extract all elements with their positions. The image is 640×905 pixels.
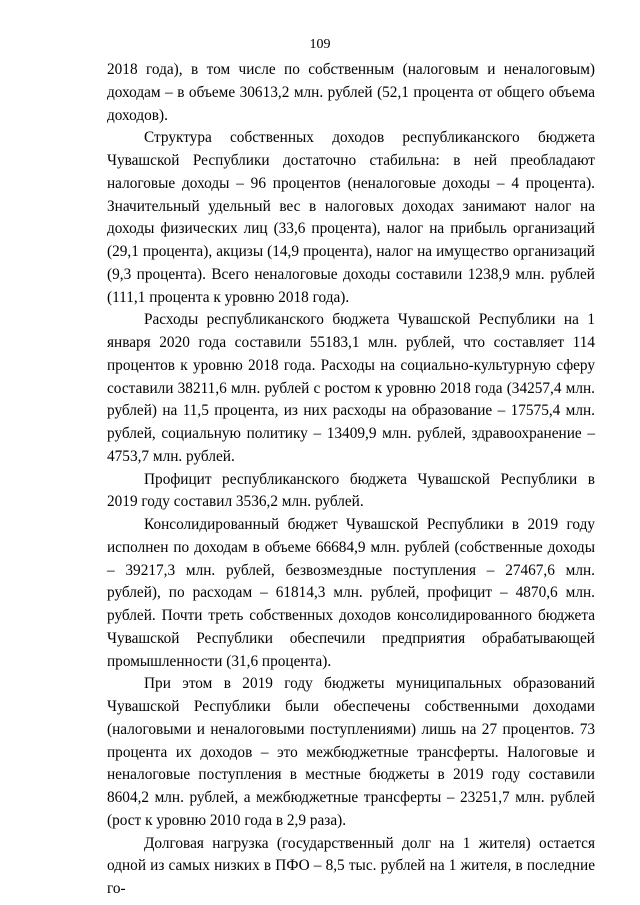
paragraph: Профицит республиканского бюджета Чувашской Республики в 2019 году составил 3536,2 млн. рублей. — [107, 470, 595, 511]
paragraph: 2018 года), в том числе по собственным (налоговым и неналоговым) доходам – в объеме 30613,2 млн. рублей (52,1 процента от общего объема доходов). — [107, 61, 595, 124]
paragraph: Долговая нагрузка (государственный долг на 1 жителя) остается одной из самых низких в ПФО – 8,5 тыс. рублей на 1 жителя, в последние го- — [107, 834, 595, 897]
paragraph: Расходы республиканского бюджета Чувашской Республики на 1 января 2020 года составили 55183,1 млн. рублей, что составляет 114 процентов к уровню 2018 года. Расходы на социально-культурную сферу составили 38211,6 млн. рублей с ростом к уровню 2018 года (34257,4 млн. рублей) на 11,5 процента, из них расходы на образование – 17575,4 млн. рублей, социальную политику – 13409,9 млн. рублей, здравоохранение – 4753,7 млн. рублей. — [107, 311, 595, 465]
page-number: 109 — [309, 37, 331, 52]
document-body — [107, 59, 595, 901]
paragraph: Структура собственных доходов республиканского бюджета Чувашской Республики достаточно стабильна: в ней преобладают налоговые доходы – 96 процентов (неналоговые доходы – 4 процента). Значительный удельный вес в налоговых доходах занимают налог на доходы физических лиц (33,6 процента), налог на прибыль организаций (29,1 процента), акцизы (14,9 процента), налог на имущество организаций (9,3 процента). Всего неналоговые доходы составили 1238,9 млн. рублей (111,1 процента к уровню 2018 года). — [107, 129, 595, 306]
paragraph: При этом в 2019 году бюджеты муниципальных образований Чувашской Республики были обеспечены собственными доходами (налоговыми и неналоговыми поступлениями) лишь на 27 процентов. 73 процента их доходов – это межбюджетные трансферты. Налоговые и неналоговые поступления в местные бюджеты в 2019 году составили 8604,2 млн. рублей, а межбюджетные трансферты – 23251,7 млн. рублей (рост к уровню 2010 года в 2,9 раза). — [107, 675, 595, 829]
paragraph: Консолидированный бюджет Чувашской Республики в 2019 году исполнен по доходам в объеме 66684,9 млн. рублей (собственные доходы – 39217,3 млн. рублей, безвозмездные поступления – 27467,6 млн. рублей), по расходам – 61814,3 млн. рублей, профицит – 4870,6 млн. рублей. Почти треть собственных доходов консолидированного бюджета Чувашской Республики обеспечили предприятия обрабатывающей промышленности (31,6 процента). — [107, 516, 595, 670]
